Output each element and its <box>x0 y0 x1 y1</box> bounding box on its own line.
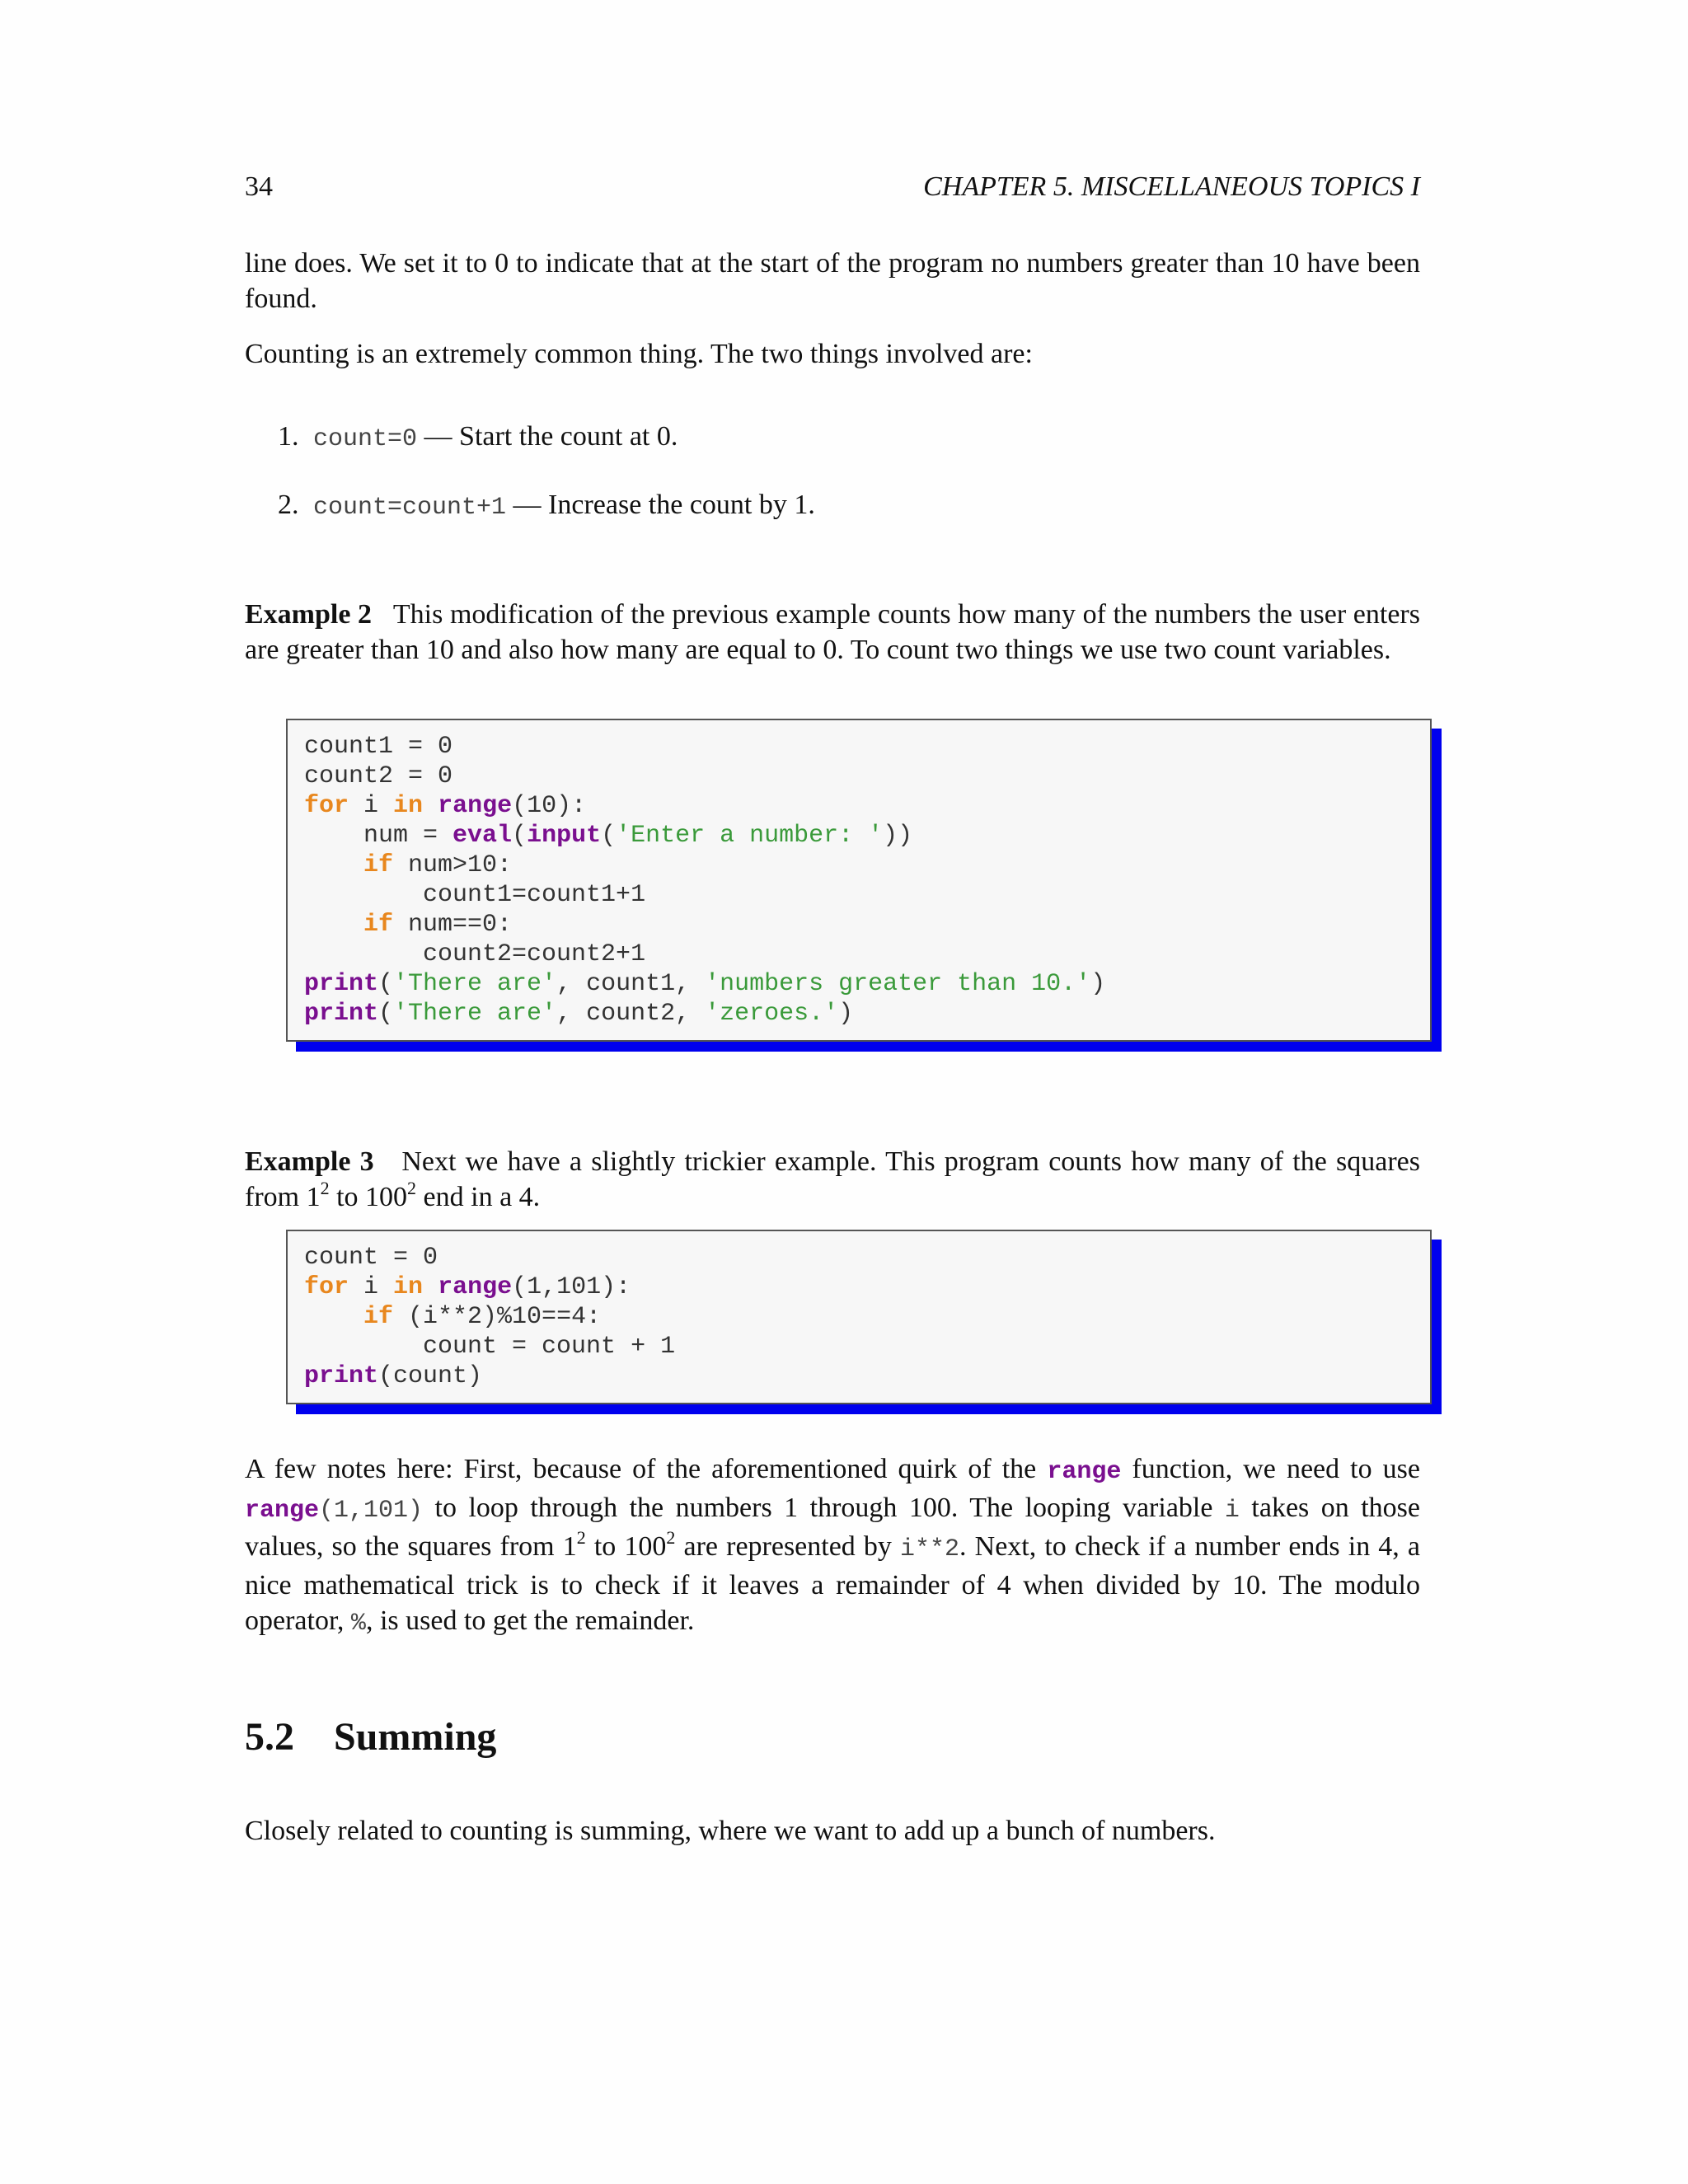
text: . Next, to check if a number ends in 4, a nice mathematical trick is to check if it leaves a remainder of 4 when divided by 10. The modulo operator, <box>245 1531 1421 1636</box>
example-3-paragraph <box>245 1144 1420 1215</box>
code-token: 'There are' <box>393 1000 557 1028</box>
text: A few notes here: First, because of the aforementioned quirk of the <box>245 1454 1048 1484</box>
code-token: 'Enter a number: ' <box>616 822 884 850</box>
code-token: 'zeroes.' <box>705 1000 839 1028</box>
code-token: range <box>438 1273 513 1301</box>
code-token: for <box>304 792 349 820</box>
inline-code: count=0 <box>313 425 418 453</box>
code-token: print <box>304 1362 379 1390</box>
example-text: Next we have a slightly trickier example. This program counts how many of the squares from 1 <box>245 1146 1420 1212</box>
code-token: in <box>393 1273 424 1301</box>
code-token <box>423 792 438 820</box>
list-item <box>278 419 678 457</box>
example-text: This modification of the previous example counts how many of the numbers the user enters are greater than 10 and also how many are equal to 0. To count two things we use two count variables. <box>245 599 1420 665</box>
inline-code: i**2 <box>900 1535 960 1563</box>
inline-code: (1,101) <box>319 1497 424 1525</box>
paragraph-notes <box>245 1451 1420 1642</box>
code-token: (count) <box>378 1362 483 1390</box>
code-line <box>304 1272 1414 1302</box>
paragraph-counting: Counting is an extremely common thing. The two things involved are: <box>245 339 1033 369</box>
code-token: num = <box>304 822 453 850</box>
code-line <box>304 762 1414 791</box>
code-token: eval <box>452 822 513 850</box>
superscript: 2 <box>320 1177 330 1198</box>
inline-code: % <box>350 1610 366 1638</box>
code-line <box>304 1243 1414 1272</box>
section-heading <box>245 1713 496 1762</box>
inline-code: i <box>1224 1497 1240 1525</box>
code-token: ( <box>378 1000 394 1028</box>
code-token: i <box>349 1273 394 1301</box>
code-token: if <box>363 1303 394 1331</box>
code-line <box>304 732 1414 762</box>
example-label: Example 3 <box>245 1146 374 1177</box>
code-line <box>304 969 1414 999</box>
code-token: if <box>363 911 394 939</box>
code-token: count1 = 0 <box>304 733 453 761</box>
code-token: num>10: <box>393 851 513 879</box>
code-token <box>304 911 363 939</box>
code-token: 'There are' <box>393 970 557 998</box>
code-line <box>304 910 1414 940</box>
code-block-example-2 <box>286 719 1432 1042</box>
code-token: 'numbers greater than 10.' <box>705 970 1091 998</box>
code-token: (1,101): <box>512 1273 631 1301</box>
code-token: (i**2)%10==4: <box>393 1303 602 1331</box>
code-token: count = 0 <box>304 1244 438 1272</box>
inline-code: count=count+1 <box>313 494 507 522</box>
code-token: ) <box>838 1000 854 1028</box>
code-token: for <box>304 1273 349 1301</box>
code-listing <box>288 720 1430 1040</box>
code-token <box>304 1303 363 1331</box>
superscript: 2 <box>407 1177 417 1198</box>
code-token: count1=count1+1 <box>304 881 646 909</box>
code-token: count2=count2+1 <box>304 940 646 968</box>
code-token: in <box>393 792 424 820</box>
text: to 100 <box>585 1531 667 1562</box>
code-token: num==0: <box>393 911 513 939</box>
code-line <box>304 880 1414 910</box>
section-title: Summing <box>334 1715 497 1759</box>
code-token: if <box>363 851 394 879</box>
code-token: ( <box>378 970 394 998</box>
code-token: range <box>438 792 513 820</box>
code-line <box>304 821 1414 851</box>
code-token: print <box>304 1000 379 1028</box>
page-number: 34 <box>245 171 273 202</box>
chapter-title: CHAPTER 5. MISCELLANEOUS TOPICS I <box>923 171 1420 202</box>
code-line <box>304 1332 1414 1361</box>
section-number: 5.2 <box>245 1715 294 1759</box>
code-line <box>304 1302 1414 1332</box>
code-listing <box>288 1231 1430 1403</box>
code-token: ( <box>512 822 528 850</box>
code-line <box>304 1361 1414 1391</box>
code-line <box>304 940 1414 969</box>
example-text: to 100 <box>329 1182 408 1212</box>
superscript: 2 <box>576 1526 586 1548</box>
code-line <box>304 851 1414 880</box>
text: to loop through the numbers 1 through 100. The looping variable <box>423 1493 1225 1523</box>
code-token: print <box>304 970 379 998</box>
code-token: input <box>527 822 602 850</box>
inline-code: range <box>245 1497 320 1525</box>
paragraph-intro: line does. We set it to 0 to indicate that at the start of the program no numbers greater than 10 have been found. <box>245 248 1420 314</box>
example-text: end in a 4. <box>416 1182 541 1212</box>
list-item <box>278 487 815 526</box>
code-token: , count2, <box>556 1000 706 1028</box>
running-header <box>245 169 1420 205</box>
code-block-example-3 <box>286 1230 1432 1404</box>
code-token: (10): <box>512 792 587 820</box>
code-token: ( <box>601 822 617 850</box>
inline-code: range <box>1047 1458 1122 1486</box>
paragraph-summing: Closely related to counting is summing, where we want to add up a bunch of numbers. <box>245 1816 1216 1846</box>
text: function, we need to use <box>1121 1454 1420 1484</box>
code-token: ) <box>1090 970 1106 998</box>
code-token <box>304 851 363 879</box>
list-number: 2. <box>278 490 299 520</box>
code-token: , count1, <box>556 970 706 998</box>
code-token: count = count + 1 <box>304 1333 676 1361</box>
code-token: )) <box>883 822 913 850</box>
code-token: i <box>349 792 394 820</box>
text: , is used to get the remainder. <box>365 1605 695 1636</box>
text: takes on those values, so the squares from 1 <box>245 1493 1420 1562</box>
list-text: — Start the count at 0. <box>417 421 678 452</box>
code-line <box>304 999 1414 1029</box>
example-2-paragraph <box>245 597 1420 668</box>
list-number: 1. <box>278 421 299 452</box>
superscript: 2 <box>666 1526 676 1548</box>
list-text: — Increase the count by 1. <box>506 490 815 520</box>
code-line <box>304 791 1414 821</box>
example-label: Example 2 <box>245 599 373 630</box>
text: are represented by <box>675 1531 901 1562</box>
code-token <box>423 1273 438 1301</box>
code-token: count2 = 0 <box>304 762 453 790</box>
